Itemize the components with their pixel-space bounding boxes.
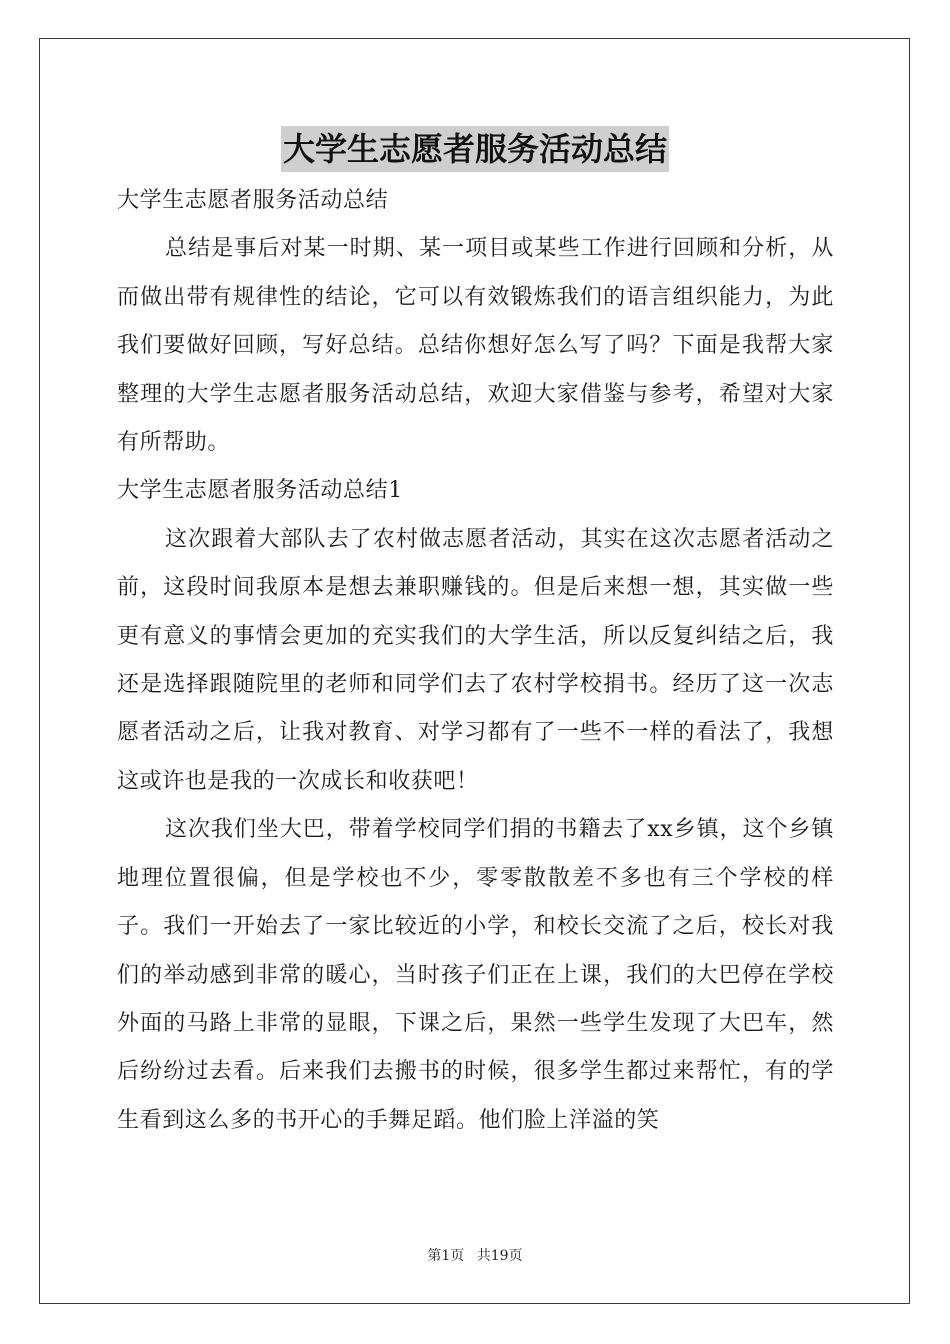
document-body [117,177,834,1145]
document-title [0,126,950,172]
section-heading: 大学生志愿者服务活动总结1 [117,478,403,504]
page-footer [0,1245,950,1265]
document-title-text: 大学生志愿者服务活动总结 [281,126,669,172]
page-total: 共19页 [476,1248,523,1264]
body-paragraph-1: 这次跟着大部队去了农村做志愿者活动，其实在这次志愿者活动之前，这段时间我原本是想去兼职赚钱的。但是后来想一想，其实做一些更有意义的事情会更加的充实我们的大学生活，所以反复纠结之后，我还是选择跟随院里的老师和同学们去了农村学校捐书。经历了这一次志愿者活动之后，让我对教育、对学习都有了一些不一样的看法了，我想这或许也是我的一次成长和收获吧！ [117,526,834,794]
body-paragraph-2: 这次我们坐大巴，带着学校同学们捐的书籍去了xx乡镇，这个乡镇地理位置很偏，但是学校也不少，零零散散差不多也有三个学校的样子。我们一开始去了一家比较近的小学，和校长交流了之后，校长对我们的举动感到非常的暖心，当时孩子们正在上课，我们的大巴停在学校外面的马路上非常的显眼，下课之后，果然一些学生发现了大巴车，然后纷纷过去看。后来我们去搬书的时候，很多学生都过来帮忙，有的学生看到这么多的书开心的手舞足蹈。他们脸上洋溢的笑 [117,817,834,1133]
intro-paragraph: 总结是事后对某一时期、某一项目或某些工作进行回顾和分析，从而做出带有规律性的结论，它可以有效锻炼我们的语言组织能力，为此我们要做好回顾，写好总结。总结你想好怎么写了吗？下面是我帮大家整理的大学生志愿者服务活动总结，欢迎大家借鉴与参考，希望对大家有所帮助。 [117,236,834,456]
document-subtitle: 大学生志愿者服务活动总结 [117,188,389,213]
page-number: 第1页 [427,1248,465,1264]
